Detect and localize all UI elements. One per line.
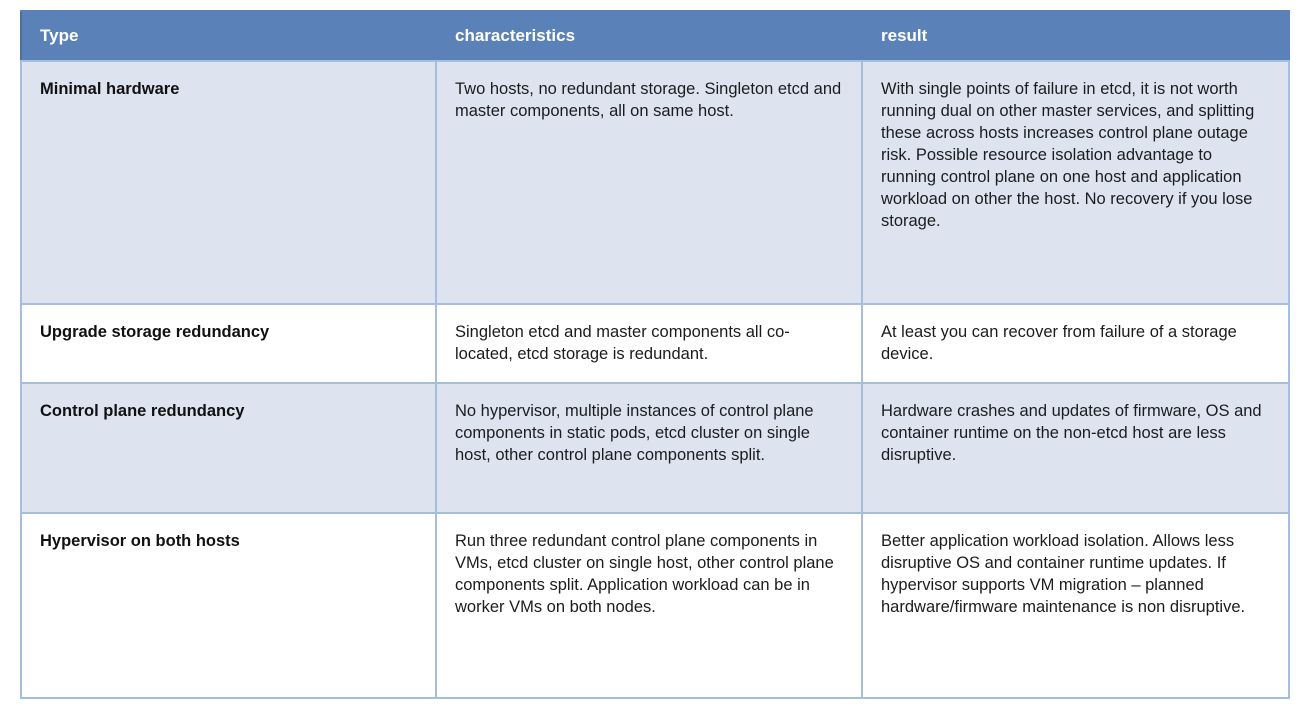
table-row: [21, 304, 1289, 383]
column-header-characteristics: characteristics: [436, 11, 862, 61]
type-cell: Hypervisor on both hosts: [21, 513, 436, 698]
type-cell: Upgrade storage redundancy: [21, 304, 436, 383]
table-row: [21, 61, 1289, 304]
result-cell: Better application workload isolation. Allows less disruptive OS and container runtime updates. If hypervisor supports VM migration – planned hardware/firmware maintenance is non disruptive.: [862, 513, 1289, 698]
type-cell: Minimal hardware: [21, 61, 436, 304]
characteristics-cell: Run three redundant control plane components in VMs, etcd cluster on single host, other control plane components split. Application workload can be in worker VMs on both nodes.: [436, 513, 862, 698]
characteristics-cell: No hypervisor, multiple instances of control plane components in static pods, etcd cluster on single host, other control plane components split.: [436, 383, 862, 513]
characteristics-cell: Two hosts, no redundant storage. Singleton etcd and master components, all on same host.: [436, 61, 862, 304]
result-cell: With single points of failure in etcd, it is not worth running dual on other master services, and splitting these across hosts increases control plane outage risk. Possible resource isolation advantage to running control plane on one host and application workload on other the host. No recovery if you lose storage.: [862, 61, 1289, 304]
cluster-topology-table-container: [20, 10, 1290, 699]
column-header-type: Type: [21, 11, 436, 61]
column-header-result: result: [862, 11, 1289, 61]
result-cell: Hardware crashes and updates of firmware, OS and container runtime on the non-etcd host are less disruptive.: [862, 383, 1289, 513]
table-header-row: [21, 11, 1289, 61]
table-row: [21, 513, 1289, 698]
characteristics-cell: Singleton etcd and master components all co-located, etcd storage is redundant.: [436, 304, 862, 383]
cluster-topology-comparison-table: [20, 10, 1290, 699]
type-cell: Control plane redundancy: [21, 383, 436, 513]
result-cell: At least you can recover from failure of a storage device.: [862, 304, 1289, 383]
table-row: [21, 383, 1289, 513]
